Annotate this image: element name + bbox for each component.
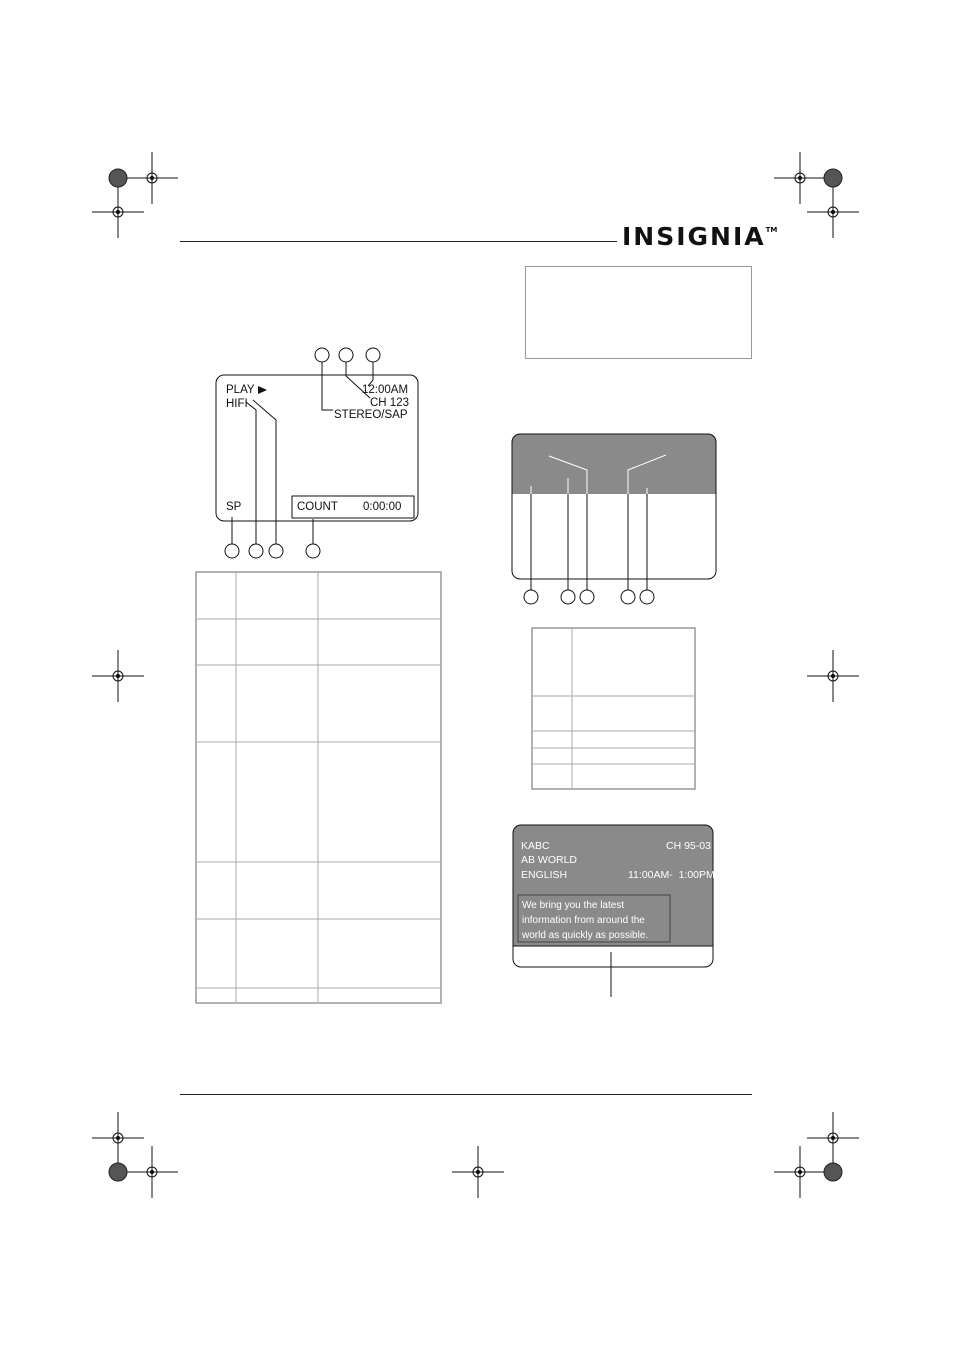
program-time: 11:00AM- 1:00PM	[628, 869, 715, 881]
program-station: KABC	[521, 840, 550, 852]
program-description: We bring you the latest information from around the world as quickly as possible.	[522, 900, 649, 941]
osd-audio-mode: STEREO/SAP	[334, 409, 408, 421]
osd-hifi-label: HIFI	[226, 398, 248, 410]
program-language: ENGLISH	[521, 869, 568, 881]
osd-channel: CH 123	[370, 397, 409, 409]
osd-speed: SP	[226, 501, 242, 513]
osd-count-value: 0:00:00	[363, 501, 402, 513]
osd-count-label: COUNT	[297, 501, 338, 513]
program-channel: CH 95-03	[666, 840, 711, 852]
insignia-logo: INSIGNIA™	[622, 222, 778, 251]
program-title: AB WORLD	[521, 854, 578, 866]
osd-clock: 12:00AM	[362, 384, 409, 396]
osd-play-label: PLAY	[226, 384, 255, 396]
